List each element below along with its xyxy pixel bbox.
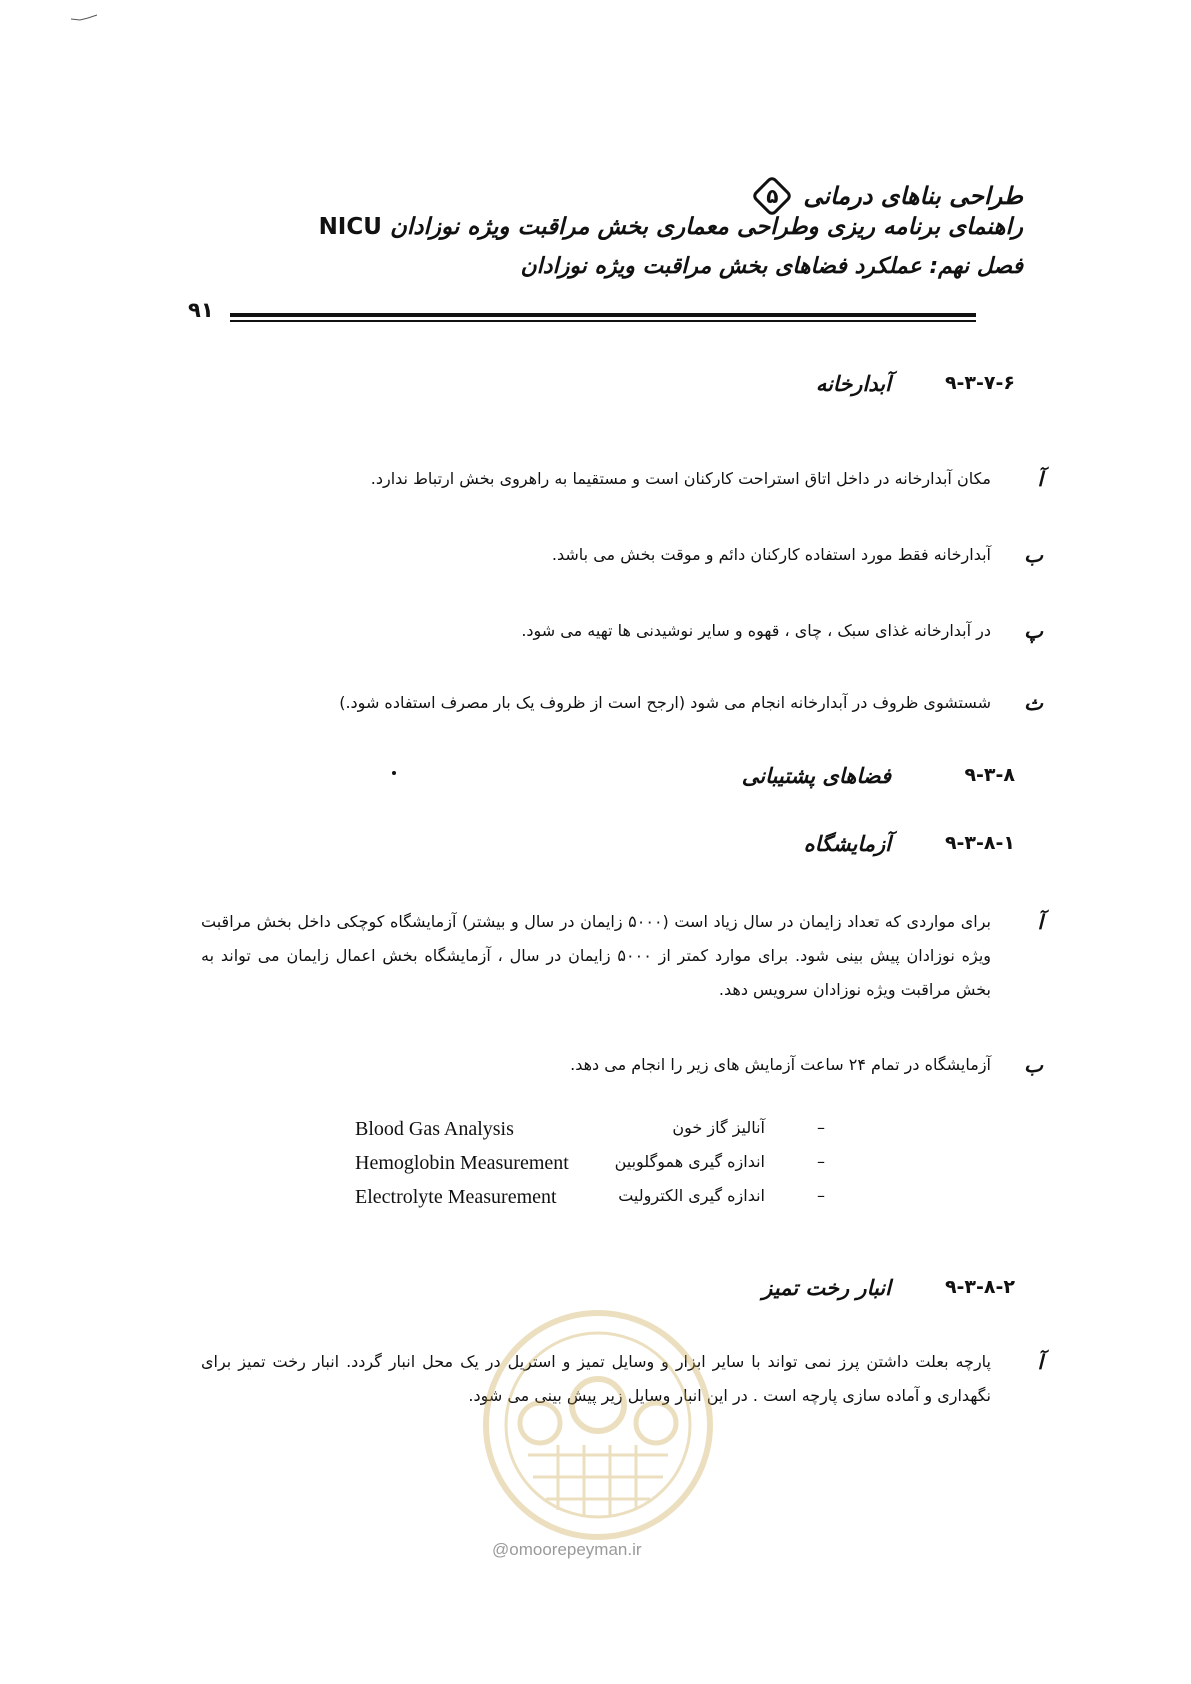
item-text: شستشوی ظروف در آبدارخانه انجام می شود (ارجح است از ظروف یک بار مصرف استفاده شود.) xyxy=(339,693,991,712)
test-name-fa: اندازه گیری الکترولیت xyxy=(618,1186,765,1205)
list-item xyxy=(201,686,1043,720)
list-item xyxy=(201,1048,1043,1082)
test-name-en: Blood Gas Analysis xyxy=(355,1118,514,1140)
section-title: آبدارخانه xyxy=(815,372,891,396)
watermark-seal-icon xyxy=(478,1305,718,1545)
item-text: در آبدارخانه غذای سبک ، چای ، قهوه و سایر نوشیدنی ها تهیه می شود. xyxy=(521,621,991,640)
section-title: آزمایشگاه xyxy=(803,832,891,856)
book-title xyxy=(749,173,1023,219)
page-number: ۹۱ xyxy=(188,298,214,322)
list-item xyxy=(201,1345,1043,1413)
item-marker: ب xyxy=(1024,1053,1043,1077)
scan-corner-mark xyxy=(70,14,98,22)
lab-test-row xyxy=(355,1152,825,1186)
item-text: آزمایشگاه در تمام ۲۴ ساعت آزمایش های زیر را انجام می دهد. xyxy=(570,1055,991,1074)
lab-tests-list xyxy=(355,1118,825,1220)
test-name-en: Electrolyte Measurement xyxy=(355,1186,557,1208)
volume-badge xyxy=(749,173,795,219)
header-rule-thick xyxy=(230,313,976,317)
item-marker: ب xyxy=(1024,543,1043,567)
section-number: ۹-۳-۷-۶ xyxy=(944,372,1015,394)
book-title-text: طراحی بناهای درمانی xyxy=(803,182,1023,210)
list-item xyxy=(201,538,1043,572)
stray-dot xyxy=(392,771,396,775)
list-item xyxy=(201,462,1043,496)
test-name-fa: اندازه گیری هموگلوبین xyxy=(614,1152,765,1171)
item-text: مکان آبدارخانه در داخل اتاق استراحت کارکنان است و مستقیما به راهروی بخش ارتباط ندارد. xyxy=(370,469,991,488)
item-marker: آ xyxy=(1037,910,1043,934)
guide-title-text: راهنمای برنامه ریزی وطراحی معماری بخش مراقبت ویژه نوزادان xyxy=(389,214,1023,240)
section-title: انبار رخت تمیز xyxy=(762,1276,891,1300)
section-heading-lab xyxy=(715,832,1015,862)
lab-test-row xyxy=(355,1186,825,1220)
lab-test-row xyxy=(355,1118,825,1152)
item-text: پارچه بعلت داشتن پرز نمی تواند با سایر ابزار و وسایل تمیز و استریل در یک محل انبار گردد. انبار رخت تمیز برای نگهداری و آماده سازی پارچه است . در این انبار وسایل زیر پیش بینی می شود. xyxy=(201,1352,991,1405)
section-title: فضاهای پشتیبانی xyxy=(741,764,891,788)
test-name-en: Hemoglobin Measurement xyxy=(355,1152,569,1174)
item-marker: ث xyxy=(1024,691,1043,715)
watermark-text: @omoorepeyman.ir xyxy=(492,1540,642,1559)
test-name-fa: آنالیز گاز خون xyxy=(672,1118,765,1137)
section-heading-linen xyxy=(715,1276,1015,1306)
list-item xyxy=(201,905,1043,1007)
header-rule-thin xyxy=(230,320,976,322)
section-heading-support xyxy=(715,764,1015,794)
guide-title xyxy=(319,214,1023,240)
list-item xyxy=(201,614,1043,648)
item-text: برای مواردی که تعداد زایمان در سال زیاد است (۵۰۰۰ زایمان در سال و بیشتر) آزمایشگاه کوچکی داخل بخش مراقبت ویژه نوزادان پیش بینی شود. برای موارد کمتر از ۵۰۰۰ زایمان در سال ، آزمایشگاه بخش اعمال زایمان می تواند به بخش مراقبت ویژه نوزادان سرویس دهد. xyxy=(201,912,992,999)
section-number: ۹-۳-۸-۱ xyxy=(944,832,1015,854)
dash-bullet: – xyxy=(817,1118,825,1137)
item-text: آبدارخانه فقط مورد استفاده کارکنان دائم و موقت بخش می باشد. xyxy=(551,545,991,564)
section-number: ۹-۳-۸-۲ xyxy=(944,1276,1015,1298)
item-marker: آ xyxy=(1037,467,1043,491)
section-number: ۹-۳-۸ xyxy=(964,764,1015,786)
section-heading-pantry xyxy=(715,372,1015,402)
dash-bullet: – xyxy=(817,1152,825,1171)
item-marker: آ xyxy=(1037,1350,1043,1374)
item-marker: پ xyxy=(1024,619,1043,643)
volume-number: ۵ xyxy=(766,184,779,208)
guide-acronym: NICU xyxy=(318,214,382,240)
chapter-title: فصل نهم: عملکرد فضاهای بخش مراقبت ویژه نوزادان xyxy=(520,254,1023,279)
dash-bullet: – xyxy=(817,1186,825,1205)
